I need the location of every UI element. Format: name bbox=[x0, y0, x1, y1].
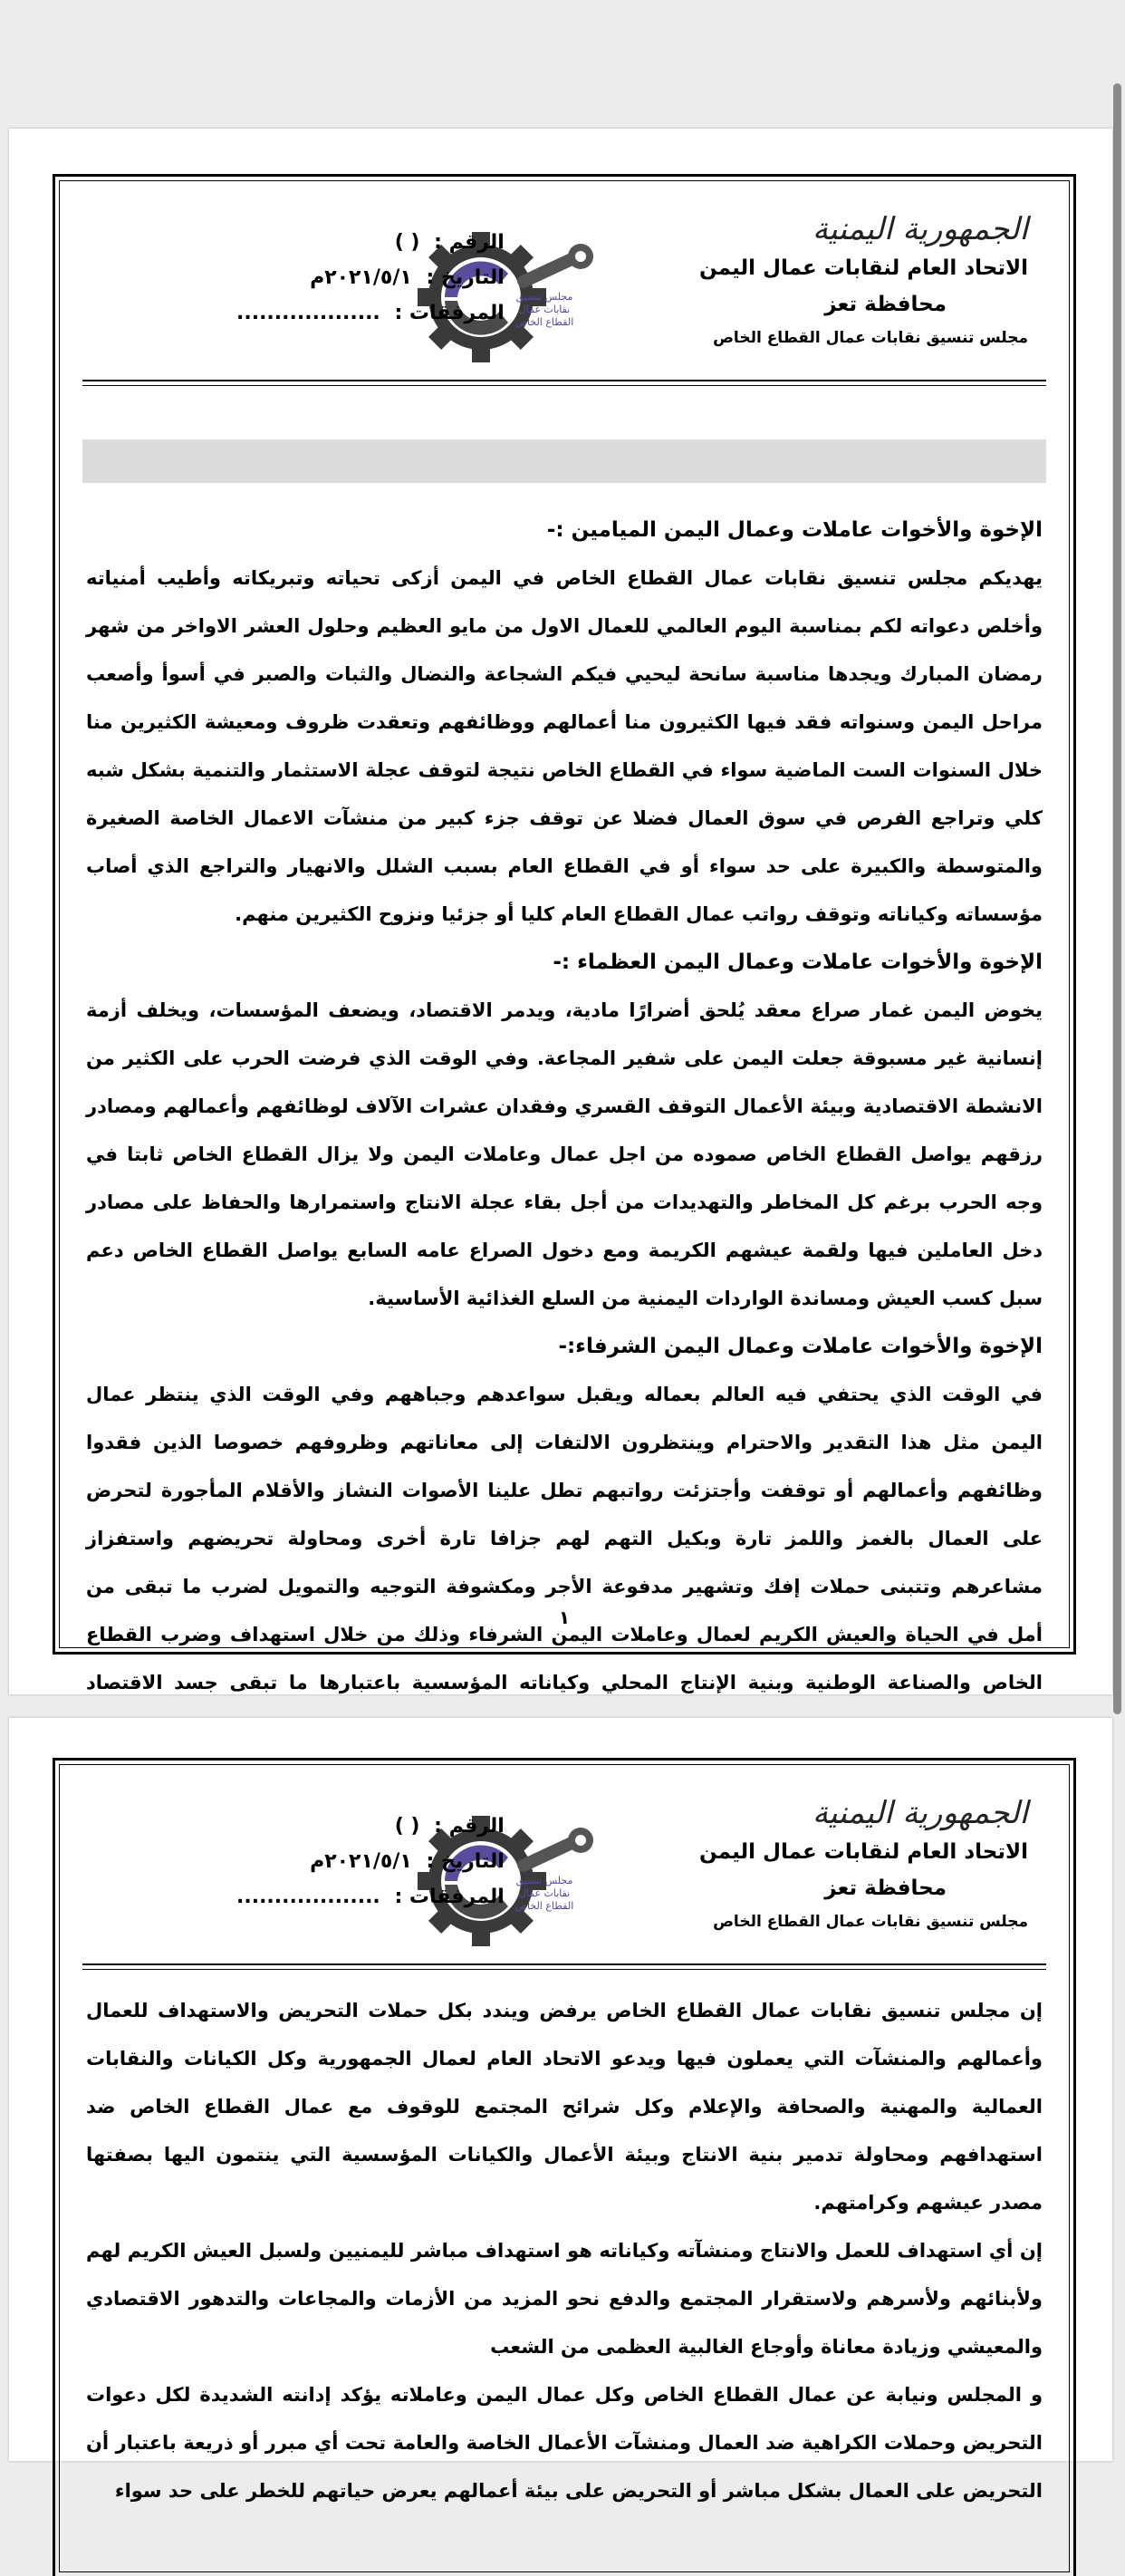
council-name: مجلس تنسيق نقابات عمال القطاع الخاص bbox=[713, 1913, 1028, 1931]
number-row bbox=[236, 231, 505, 254]
attachments-row bbox=[236, 1886, 505, 1908]
number-value: ( ) bbox=[394, 1815, 420, 1838]
date-row bbox=[236, 1850, 505, 1873]
document-page-2 bbox=[9, 1718, 1112, 2502]
date-value: ٢٠٢١/٥/١م bbox=[310, 266, 412, 289]
letterhead bbox=[55, 177, 1073, 394]
page-number: ١ bbox=[558, 1606, 571, 1628]
letterhead-org bbox=[699, 211, 1028, 347]
paragraph: يخوض اليمن غمار صراع معقد يُلحق أضرارًا مادية، ويدمر الاقتصاد، ويضعف المؤسسات، ويخلف أزمة إنسانية غير مسبوقة جعلت اليمن على شفير المجاعة. وفي الوقت الذي فرضت الحرب على الكثير من الانشطة الاقتصادية وبيئة الأعمال التوقف القسري وفقدان عشرات الآلاف لوظائفهم وأعمالهم ومصادر رزقهم يواصل القطاع الخاص صموده من اجل عمال وعاملات اليمن ولا يزال القطاع الخاص ثابتا في وجه الحرب برغم كل المخاطر والتهديدات من أجل بقاء عجلة الانتاج واستمرارها والحفاظ على مصادر دخل العاملين فيها ولقمة عيشهم الكريمة ومع دخول الصراع عامه السابع يواصل القطاع الخاص دعم سبل كسب العيش ومساندة الواردات اليمنية من السلع الغذائية الأساسية. bbox=[86, 999, 1043, 1309]
letter-body bbox=[86, 507, 1043, 1755]
document-page-1 bbox=[9, 129, 1112, 1694]
subject-bar bbox=[82, 439, 1046, 483]
salutation-heading: الإخوة والأخوات عاملات وعمال اليمن العظماء :- bbox=[553, 950, 1043, 974]
logo-text-2: نقابات عمال bbox=[518, 1887, 571, 1899]
paragraph: و المجلس ونيابة عن عمال القطاع الخاص وكل عمال اليمن وعاملاته يؤكد إدانته الشديدة لكل دعوات التحريض وحملات الكراهية ضد العمال ومنشآت الأعمال الخاصة والعامة تحت أي مبرر أو ذريعة باعتبار أن التحريض على العمال بشكل مباشر أو التحريض على بيئة أعمالهم يعرض حياتهم للخطر على حد سواء bbox=[86, 2384, 1043, 2502]
logo-text-2: نقابات عمال bbox=[518, 304, 571, 315]
date-value: ٢٠٢١/٥/١م bbox=[310, 1850, 412, 1873]
number-label: الرقم : bbox=[434, 231, 505, 254]
salutation-heading: الإخوة والأخوات عاملات وعمال اليمن الميامين :- bbox=[546, 518, 1043, 542]
letterhead bbox=[55, 1761, 1073, 1978]
governorate-name: محافظة تعز bbox=[824, 293, 947, 316]
date-row bbox=[236, 266, 505, 289]
letter-meta bbox=[236, 231, 505, 337]
salutation-heading: الإخوة والأخوات عاملات وعمال اليمن الشرفاء:- bbox=[558, 1335, 1043, 1358]
header-divider bbox=[82, 1963, 1046, 1970]
number-row bbox=[236, 1815, 505, 1838]
attachments-label: المرفقات : bbox=[394, 1886, 505, 1908]
logo-text-3: القطاع الخاص bbox=[514, 1900, 574, 1912]
paragraph: إن أي استهداف للعمل والانتاج ومنشآته وكياناته هو استهداف مباشر لليمنيين ولسبل العيش الكريم لهم ولأبنائهم ولأسرهم ولاستقرار المجتمع والدفع نحو المزيد من الأزمات والمجاعات والتدهور الاقتصادي والمعيشي وزيادة معاناة وأوجاع الغالبية العظمى من الشعب bbox=[86, 2240, 1043, 2358]
council-name: مجلس تنسيق نقابات عمال القطاع الخاص bbox=[713, 329, 1028, 347]
union-name: الاتحاد العام لنقابات عمال اليمن bbox=[698, 1840, 1028, 1864]
letterhead-org bbox=[699, 1795, 1028, 1931]
republic-calligraphy: الجمهورية اليمنية bbox=[812, 1795, 1028, 1831]
page-border bbox=[53, 174, 1076, 1693]
attachments-row bbox=[236, 302, 505, 324]
paragraph: إن مجلس تنسيق نقابات عمال القطاع الخاص يرفض ويندد بكل حملات التحريض والاستهداف للعمال وأعمالهم والمنشآت التي يعملون فيها ويدعو الاتحاد العام لعمال الجمهورية وكل الكيانات والنقابات العمالية والمهنية والصحافة والإعلام وكل شرائح المجتمع للوقوف مع عمال القطاع الخاص ضد استهدافهم ومحاولة تدمير بنية الانتاج وبيئة الأعمال والكيانات المؤسسية التي ينتمون اليها بصفتها مصدر عيشهم وكرامتهم. bbox=[86, 2000, 1043, 2214]
logo-text-1: مجلس تنسيق bbox=[515, 291, 573, 303]
letter-meta bbox=[236, 1815, 505, 1921]
letter-body bbox=[86, 1987, 1043, 2515]
date-label: التاريخ : bbox=[426, 1850, 505, 1873]
number-label: الرقم : bbox=[434, 1815, 505, 1838]
number-value: ( ) bbox=[394, 231, 420, 254]
date-label: التاريخ : bbox=[426, 266, 505, 289]
paragraph: في الوقت الذي يحتفي فيه العالم بعماله ويقبل سواعدهم وجباههم وفي الوقت الذي ينتظر عمال اليمن مثل هذا التقدير والاحترام وينتظرون الالتفات إلى معاناتهم وظروفهم خصوصا الذين فقدوا وظائفهم وأعمالهم أو توقفت وأجتزئت رواتبهم تطل علينا الأصوات النشاز والأقلام المأجورة لتحرض على العمال بالغمز واللمز تارة وبكيل التهم لهم جزافا تارة أخرى ومحاولة تحريضهم واستفزاز مشاعرهم وتتبنى حملات إفك وتشهير مدفوعة الأجر ومكشوفة التوجيه والتمويل لضرب ما تبقى من أمل في الحياة والعيش الكريم لعمال وعاملات اليمن الشرفاء وذلك من خلال استهداف وضرب القطاع الخاص والصناعة الوطنية وبنية الإنتاج المحلي وكياناته المؤسسية باعتبارها ما تبقى جسد الاقتصاد bbox=[86, 1384, 1043, 1693]
attachments-value: ................... bbox=[236, 302, 380, 324]
logo-text-3: القطاع الخاص bbox=[514, 316, 574, 328]
attachments-label: المرفقات : bbox=[394, 302, 505, 324]
republic-calligraphy: الجمهورية اليمنية bbox=[812, 211, 1028, 247]
logo-text-1: مجلس تنسيق bbox=[515, 1875, 573, 1886]
header-divider bbox=[82, 380, 1046, 386]
governorate-name: محافظة تعز bbox=[824, 1877, 947, 1900]
scrollbar-thumb[interactable] bbox=[1113, 83, 1121, 1714]
attachments-value: ................... bbox=[236, 1886, 380, 1908]
union-name: الاتحاد العام لنقابات عمال اليمن bbox=[698, 256, 1028, 280]
paragraph: يهديكم مجلس تنسيق نقابات عمال القطاع الخاص في اليمن أزكى تحياته وتبريكاته وأطيب أمنياته وأخلص دعواته لكم بمناسبة اليوم العالمي للعمال الاول من مايو العظيم وحلول العشر الاواخر من شهر رمضان المبارك ويجدها مناسبة سانحة ليحيي فيكم الشجاعة والنضال والثبات والصبر في أسوأ وأصعب مراحل اليمن وسنواته فقد فيها الكثيرون منا أعمالهم ووظائفهم وتعقدت ظروف ومعيشة الكثيرين منا خلال السنوات الست الماضية سواء في القطاع الخاص نتيجة لتوقف عجلة الاستثمار والتنمية بشكل شبه كلي وتراجع الفرص في سوق العمال فضلا عن توقف جزء كبير من منشآت الاعمال الخاصة الصغيرة والمتوسطة والكبيرة على حد سواء أو في القطاع العام بسبب الشلل والانهيار والتراجع الذي أصاب مؤسساته وكياناته وتوقف رواتب عمال القطاع العام كليا أو جزئيا ونزوح الكثيرين منهم. bbox=[86, 567, 1043, 925]
page-border bbox=[53, 1758, 1076, 2576]
